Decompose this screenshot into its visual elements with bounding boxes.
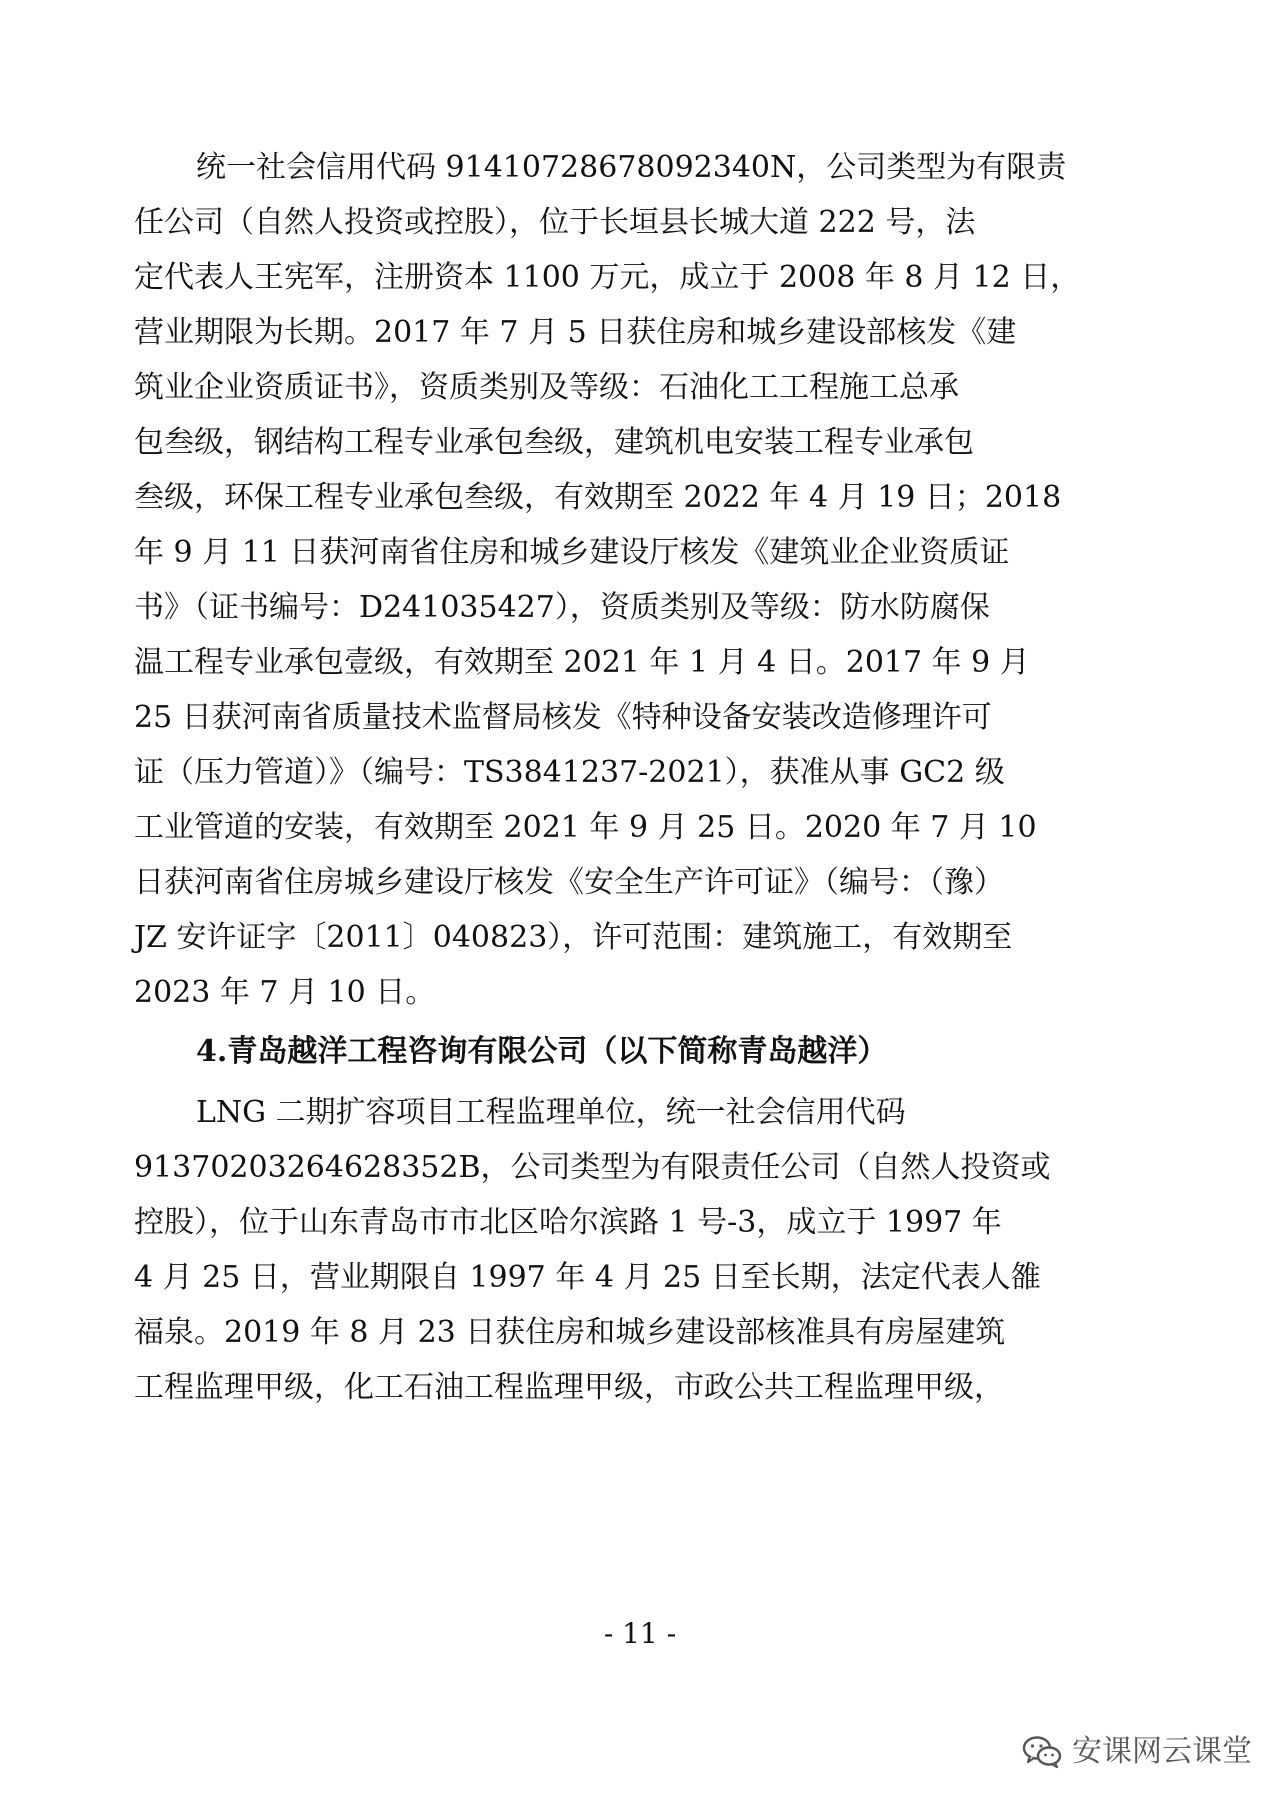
line-text: 任公司（自然人投资或控股），位于长垣县长城大道 222 号，法 bbox=[134, 205, 976, 240]
paragraph-line bbox=[0, 808, 1280, 848]
line-text: LNG 二期扩容项目工程监理单位，统一社会信用代码 bbox=[196, 1095, 906, 1130]
wechat-icon bbox=[1022, 1735, 1062, 1769]
paragraph-line bbox=[0, 1093, 1280, 1133]
line-text: 统一社会信用代码 91410728678092340N，公司类型为有限责 bbox=[196, 150, 1067, 185]
line-text: 91370203264628352B，公司类型为有限责任公司（自然人投资或 bbox=[134, 1150, 1051, 1185]
line-text: 包叁级，钢结构工程专业承包叁级，建筑机电安装工程专业承包 bbox=[134, 425, 974, 460]
line-text: 日获河南省住房城乡建设厅核发《安全生产许可证》（编号：（豫） bbox=[134, 865, 1004, 900]
paragraph-line bbox=[0, 148, 1280, 188]
line-text: 福泉。2019 年 8 月 23 日获住房和城乡建设部核准具有房屋建筑 bbox=[134, 1315, 1006, 1350]
line-text: 工程监理甲级，化工石油工程监理甲级，市政公共工程监理甲级， bbox=[134, 1370, 1004, 1405]
paragraph-line bbox=[0, 1313, 1280, 1353]
paragraph-line bbox=[0, 588, 1280, 628]
watermark bbox=[1022, 1730, 1252, 1774]
paragraph-line bbox=[0, 643, 1280, 683]
line-text: 25 日获河南省质量技术监督局核发《特种设备安装改造修理许可 bbox=[134, 700, 992, 735]
paragraph-line bbox=[0, 863, 1280, 903]
watermark-text: 安课网云课堂 bbox=[1072, 1734, 1252, 1769]
paragraph-line bbox=[0, 368, 1280, 408]
paragraph-line bbox=[0, 1148, 1280, 1188]
line-text: 书》（证书编号：D241035427），资质类别及等级：防水防腐保 bbox=[134, 590, 990, 625]
line-text: 年 9 月 11 日获河南省住房和城乡建设厅核发《建筑业企业资质证 bbox=[134, 535, 1010, 570]
paragraph-line bbox=[0, 1203, 1280, 1243]
paragraph-line bbox=[0, 973, 1280, 1013]
line-text: 叁级，环保工程专业承包叁级，有效期至 2022 年 4 月 19 日；2018 bbox=[134, 480, 1062, 515]
line-text: 2023 年 7 月 10 日。 bbox=[134, 975, 436, 1010]
paragraph-line bbox=[0, 478, 1280, 518]
paragraph-line bbox=[0, 203, 1280, 243]
paragraph-line bbox=[0, 698, 1280, 738]
line-text: 定代表人王宪军，注册资本 1100 万元，成立于 2008 年 8 月 12 日， bbox=[134, 260, 1081, 295]
paragraph-line bbox=[0, 918, 1280, 958]
line-text: 营业期限为长期。2017 年 7 月 5 日获住房和城乡建设部核发《建 bbox=[134, 315, 1017, 350]
paragraph-line bbox=[0, 533, 1280, 573]
paragraph-line bbox=[0, 1258, 1280, 1298]
paragraph-line bbox=[0, 313, 1280, 353]
line-text: JZ 安许证字〔2011〕040823），许可范围：建筑施工，有效期至 bbox=[134, 920, 1013, 955]
paragraph-line bbox=[0, 258, 1280, 298]
paragraph-line bbox=[0, 423, 1280, 463]
line-text: 温工程专业承包壹级，有效期至 2021 年 1 月 4 日。2017 年 9 月 bbox=[134, 645, 1030, 680]
line-text: 证（压力管道）》（编号：TS3841237-2021），获准从事 GC2 级 bbox=[134, 755, 1005, 790]
line-text: 筑业企业资质证书》，资质类别及等级：石油化工工程施工总承 bbox=[134, 370, 959, 405]
paragraph-line bbox=[0, 1368, 1280, 1408]
line-text: 工业管道的安装，有效期至 2021 年 9 月 25 日。2020 年 7 月 10 bbox=[134, 810, 1037, 845]
line-text: 4 月 25 日，营业期限自 1997 年 4 月 25 日至长期，法定代表人雒 bbox=[134, 1260, 1041, 1295]
paragraph-line bbox=[0, 753, 1280, 793]
page-number: - 11 - bbox=[603, 1617, 677, 1650]
section-heading bbox=[0, 1032, 1280, 1072]
line-text: 控股），位于山东青岛市市北区哈尔滨路 1 号-3，成立于 1997 年 bbox=[134, 1205, 1002, 1240]
section-heading-text: 4.青岛越洋工程咨询有限公司（以下简称青岛越洋） bbox=[196, 1034, 888, 1069]
